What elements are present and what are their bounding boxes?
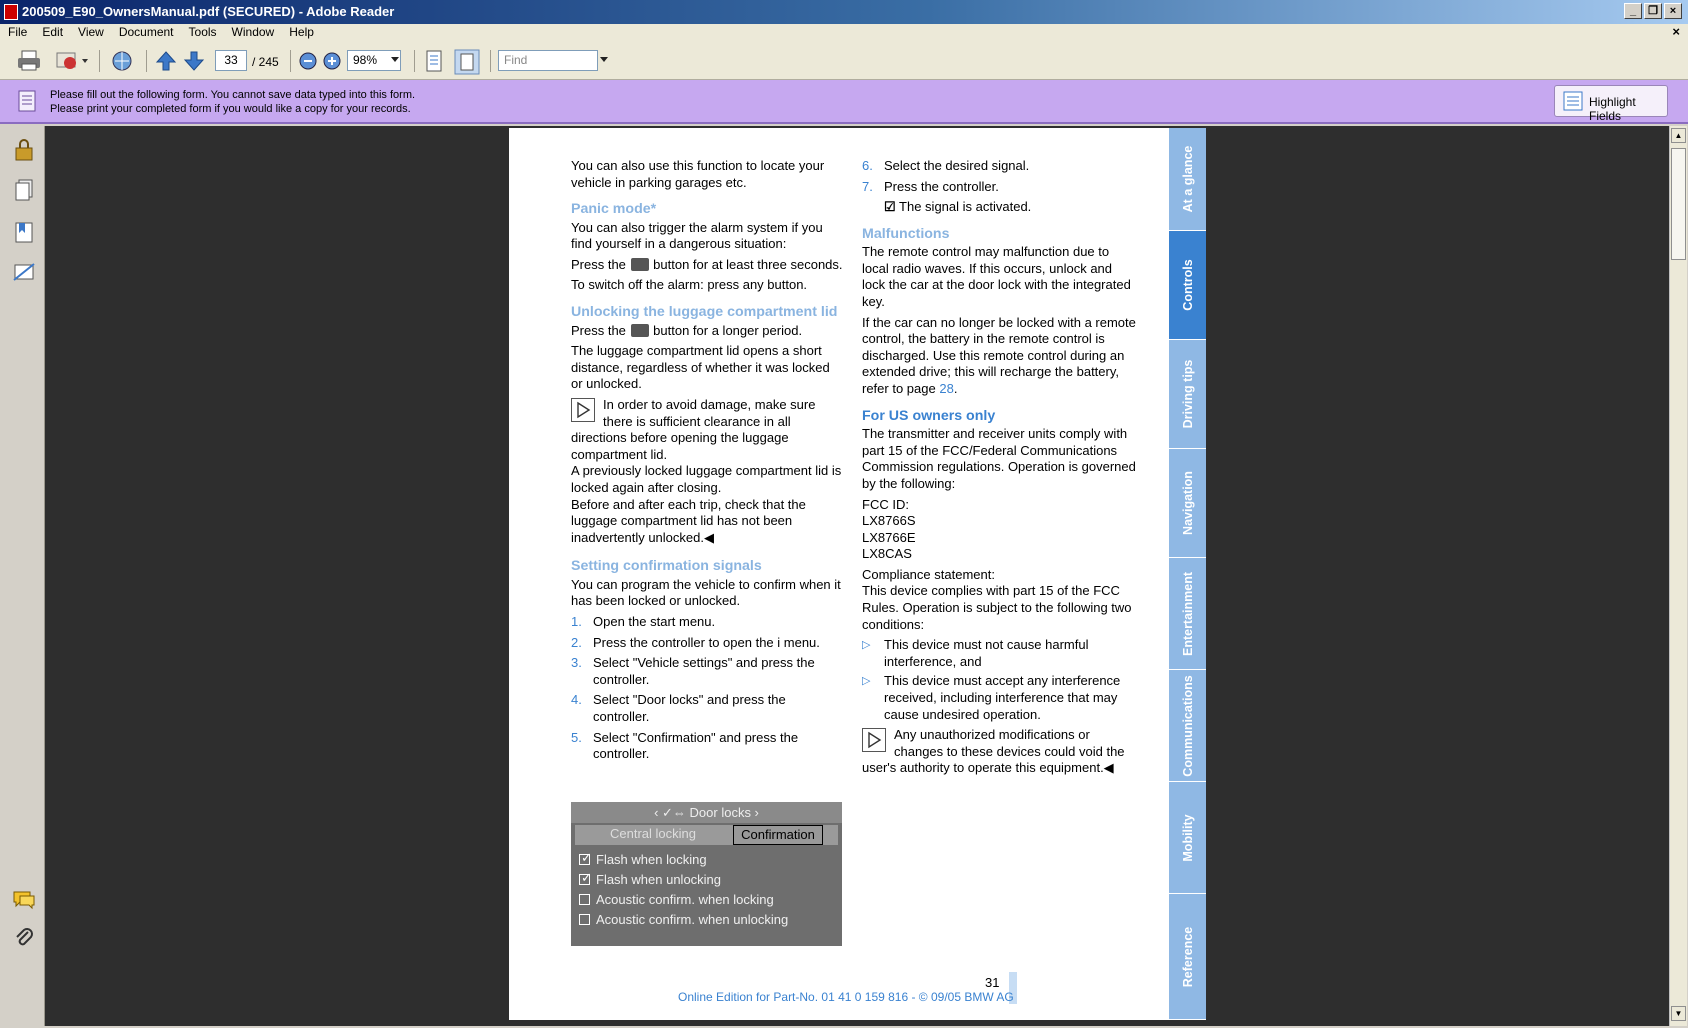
- toolbar: [0, 42, 1688, 80]
- compliance-paragraph: This device complies with part 15 of the FCC Rules. Operation is subject to the following two conditions:: [862, 583, 1132, 632]
- step-item: 6. Select the desired signal.: [862, 158, 1030, 173]
- panic-text-a: Press the: [571, 256, 626, 272]
- malfunctions-paragraph-2: If the car can no longer be locked with a remote control, the battery in the remote control is discharged. Use this remote control during an extended drive; this will recharge the battery, refer to page 28.: [862, 314, 1136, 397]
- confirmation-paragraph: You can program the vehicle to confirm when it has been locked or unlocked.: [571, 576, 841, 609]
- form-message-line1: Please fill out the following form. You cannot save data typed into this form.: [50, 89, 416, 101]
- list-item: ▷ This device must not cause harmful interference, and: [862, 637, 1089, 669]
- confirmation-steps: [571, 614, 843, 763]
- page-count: / 245: [252, 55, 279, 69]
- zoom-dropdown-icon[interactable]: [391, 57, 399, 63]
- fcc-id: LX8766S: [862, 513, 916, 529]
- panic-mode-heading: Panic mode*: [571, 201, 657, 218]
- chapter-tab-entertainment[interactable]: Entertainment: [1169, 558, 1206, 670]
- step-item: 1. Open the start menu.: [571, 613, 716, 629]
- restore-button[interactable]: ❐: [1644, 3, 1662, 19]
- luggage-paragraph-2: The luggage compartment lid opens a short distance, regardless of whether it was locked or unlocked.: [571, 343, 830, 392]
- scroll-up-arrow[interactable]: ▲: [1671, 128, 1686, 143]
- signal-activated-line: ☑ The signal is activated.: [884, 199, 1032, 215]
- note-triangle-icon: [862, 728, 886, 752]
- modification-note-text: Any unauthorized modifications or changes to these devices could void the user's authority to operate this equipment.◀: [862, 727, 1125, 776]
- email-share-icon[interactable]: [54, 49, 90, 73]
- luggage-paragraph-1: [571, 323, 843, 340]
- checkmark-icon: ☑: [884, 199, 896, 215]
- search-web-icon[interactable]: [108, 49, 138, 73]
- bullet-triangle-icon: ▷: [862, 639, 871, 652]
- print-icon[interactable]: [16, 49, 44, 73]
- highlight-fields-icon: [1563, 91, 1583, 111]
- intro-paragraph: You can also use this function to locate your vehicle in parking garages etc.: [571, 158, 825, 190]
- modification-note: [862, 727, 1138, 777]
- pdf-app-icon: [4, 4, 18, 20]
- step-item: 3. Select "Vehicle settings" and press the controller.: [571, 655, 815, 687]
- luggage-text-a: Press the: [571, 322, 626, 338]
- chapter-tabs: [1169, 128, 1206, 1020]
- luggage-note-3: Before and after each trip, check that the luggage compartment lid has not been inadvertently unlocked.◀: [571, 496, 806, 545]
- remote-button-icon: [631, 324, 649, 337]
- find-input[interactable]: Find: [498, 50, 598, 71]
- page-number-input[interactable]: 33: [215, 50, 247, 71]
- menu-help[interactable]: Help: [289, 25, 314, 39]
- document-close-button[interactable]: ×: [1672, 24, 1680, 39]
- us-owners-heading: For US owners only: [862, 407, 996, 424]
- screen-tab-confirmation: Confirmation: [733, 825, 823, 845]
- continued-steps: [862, 158, 1138, 195]
- screen-option: Acoustic confirm. when locking: [579, 892, 774, 907]
- fcc-id: LX8766E: [862, 529, 916, 545]
- menu-bar: [0, 24, 1688, 42]
- panic-paragraph-3: To switch off the alarm: press any button.: [571, 277, 808, 293]
- title-bar: [0, 0, 1688, 24]
- screen-header: ‹ ✓⇔ Door locks ›: [571, 802, 842, 823]
- zoom-input[interactable]: 98%: [347, 50, 401, 71]
- door-locks-screen-image: [571, 802, 842, 946]
- fit-page-icon[interactable]: [454, 49, 480, 75]
- zoom-out-icon[interactable]: [298, 49, 318, 73]
- signatures-icon[interactable]: [12, 260, 36, 284]
- malfunctions-heading: Malfunctions: [862, 225, 950, 242]
- chapter-tab-reference[interactable]: Reference: [1169, 894, 1206, 1020]
- luggage-text-b: button for a longer period.: [653, 322, 803, 338]
- screen-option: ✓Flash when locking: [579, 852, 707, 867]
- navigation-pane: [4, 126, 45, 1026]
- form-message-bar: [0, 80, 1688, 124]
- attachments-icon[interactable]: [12, 926, 36, 950]
- checkbox-checked-icon: [579, 874, 590, 885]
- fcc-id-label: FCC ID:: [862, 496, 909, 512]
- zoom-in-icon[interactable]: [322, 49, 342, 73]
- chapter-tab-driving-tips[interactable]: Driving tips: [1169, 340, 1206, 449]
- security-lock-icon[interactable]: [12, 138, 36, 162]
- left-column: [571, 158, 843, 767]
- close-button[interactable]: ×: [1664, 3, 1682, 19]
- screen-tab-central-locking: Central locking: [610, 826, 696, 841]
- highlight-fields-button[interactable]: [1554, 85, 1668, 123]
- confirmation-heading: Setting confirmation signals: [571, 558, 762, 575]
- panic-paragraph-1: You can also trigger the alarm system if you find yourself in a dangerous situation:: [571, 219, 823, 252]
- fcc-id: LX8CAS: [862, 546, 912, 562]
- remote-button-icon: [631, 258, 649, 271]
- page-footer: Online Edition for Part-No. 01 41 0 159 816 - © 09/05 BMW AG: [678, 990, 1014, 1004]
- note-triangle-icon: [571, 398, 595, 422]
- screen-option: Acoustic confirm. when unlocking: [579, 912, 788, 927]
- page-number: 31: [985, 975, 1000, 990]
- luggage-note-2: A previously locked luggage compartment lid is locked again after closing.: [571, 463, 842, 495]
- menu-tools[interactable]: Tools: [188, 25, 217, 39]
- minimize-button[interactable]: _: [1624, 3, 1642, 19]
- step-item: 2. Press the controller to open the i menu.: [571, 634, 820, 650]
- panic-text-b: button for at least three seconds.: [653, 256, 843, 272]
- comments-icon[interactable]: [12, 888, 36, 912]
- next-page-icon[interactable]: [182, 49, 206, 73]
- form-document-icon: [18, 90, 36, 112]
- pages-icon[interactable]: [12, 178, 36, 202]
- chapter-tab-communications[interactable]: Communications: [1169, 670, 1206, 782]
- menu-document[interactable]: Document: [118, 25, 174, 39]
- vertical-scrollbar[interactable]: [1669, 126, 1687, 1026]
- screen-tabs: [575, 825, 838, 845]
- previous-page-icon[interactable]: [154, 49, 178, 73]
- right-column: [862, 158, 1138, 777]
- compliance-conditions: [862, 637, 1138, 723]
- find-dropdown-icon[interactable]: [600, 57, 608, 63]
- form-message-line2: Please print your completed form if you would like a copy for your records.: [50, 103, 411, 115]
- luggage-heading: Unlocking the luggage compartment lid: [571, 304, 838, 321]
- menu-edit[interactable]: Edit: [42, 25, 64, 39]
- pdf-page: [509, 128, 1206, 1020]
- luggage-note: [571, 397, 843, 546]
- us-owners-paragraph: The transmitter and receiver units comply with part 15 of the FCC/Federal Communications Commission regulations. Operation is governed by the following:: [862, 426, 1136, 491]
- page-28-link[interactable]: 28: [939, 381, 954, 397]
- luggage-note-1: In order to avoid damage, make sure there is sufficient clearance in all directions before opening the luggage compartment lid.: [571, 396, 816, 462]
- single-page-view-icon[interactable]: [422, 49, 446, 73]
- chapter-tab-mobility[interactable]: Mobility: [1169, 782, 1206, 894]
- checkbox-empty-icon: [579, 894, 590, 905]
- fcc-id-list: [862, 497, 1138, 563]
- chapter-tab-at-a-glance[interactable]: At a glance: [1169, 128, 1206, 231]
- step-item: 7. Press the controller.: [862, 178, 999, 194]
- window-title: 200509_E90_OwnersManual.pdf (SECURED) - Adobe Reader: [22, 4, 395, 19]
- screen-option: ✓Flash when unlocking: [579, 872, 721, 887]
- scroll-thumb[interactable]: [1671, 148, 1686, 260]
- menu-view[interactable]: View: [78, 25, 104, 39]
- scroll-down-arrow[interactable]: ▼: [1671, 1006, 1686, 1021]
- menu-file[interactable]: File: [8, 25, 28, 39]
- checkbox-empty-icon: [579, 914, 590, 925]
- bookmarks-icon[interactable]: [12, 220, 36, 244]
- bullet-triangle-icon: ▷: [862, 675, 871, 688]
- compliance-title: Compliance statement:: [862, 566, 995, 582]
- step-item: 4. Select "Door locks" and press the controller.: [571, 692, 786, 724]
- malfunctions-paragraph-1: The remote control may malfunction due to local radio waves. If this occurs, unlock and lock the car at the door lock with the integrated key.: [862, 244, 1131, 310]
- list-item: ▷ This device must accept any interference received, including interference that may cause undesired operation.: [862, 673, 1121, 722]
- panic-paragraph-2: [571, 257, 843, 274]
- highlight-fields-label: Highlight Fields: [1589, 95, 1636, 123]
- menu-window[interactable]: Window: [231, 25, 275, 39]
- chapter-tab-navigation[interactable]: Navigation: [1169, 449, 1206, 558]
- chapter-tab-controls[interactable]: Controls: [1169, 231, 1206, 340]
- checkbox-checked-icon: [579, 854, 590, 865]
- step-item: 5. Select "Confirmation" and press the controller.: [571, 729, 799, 762]
